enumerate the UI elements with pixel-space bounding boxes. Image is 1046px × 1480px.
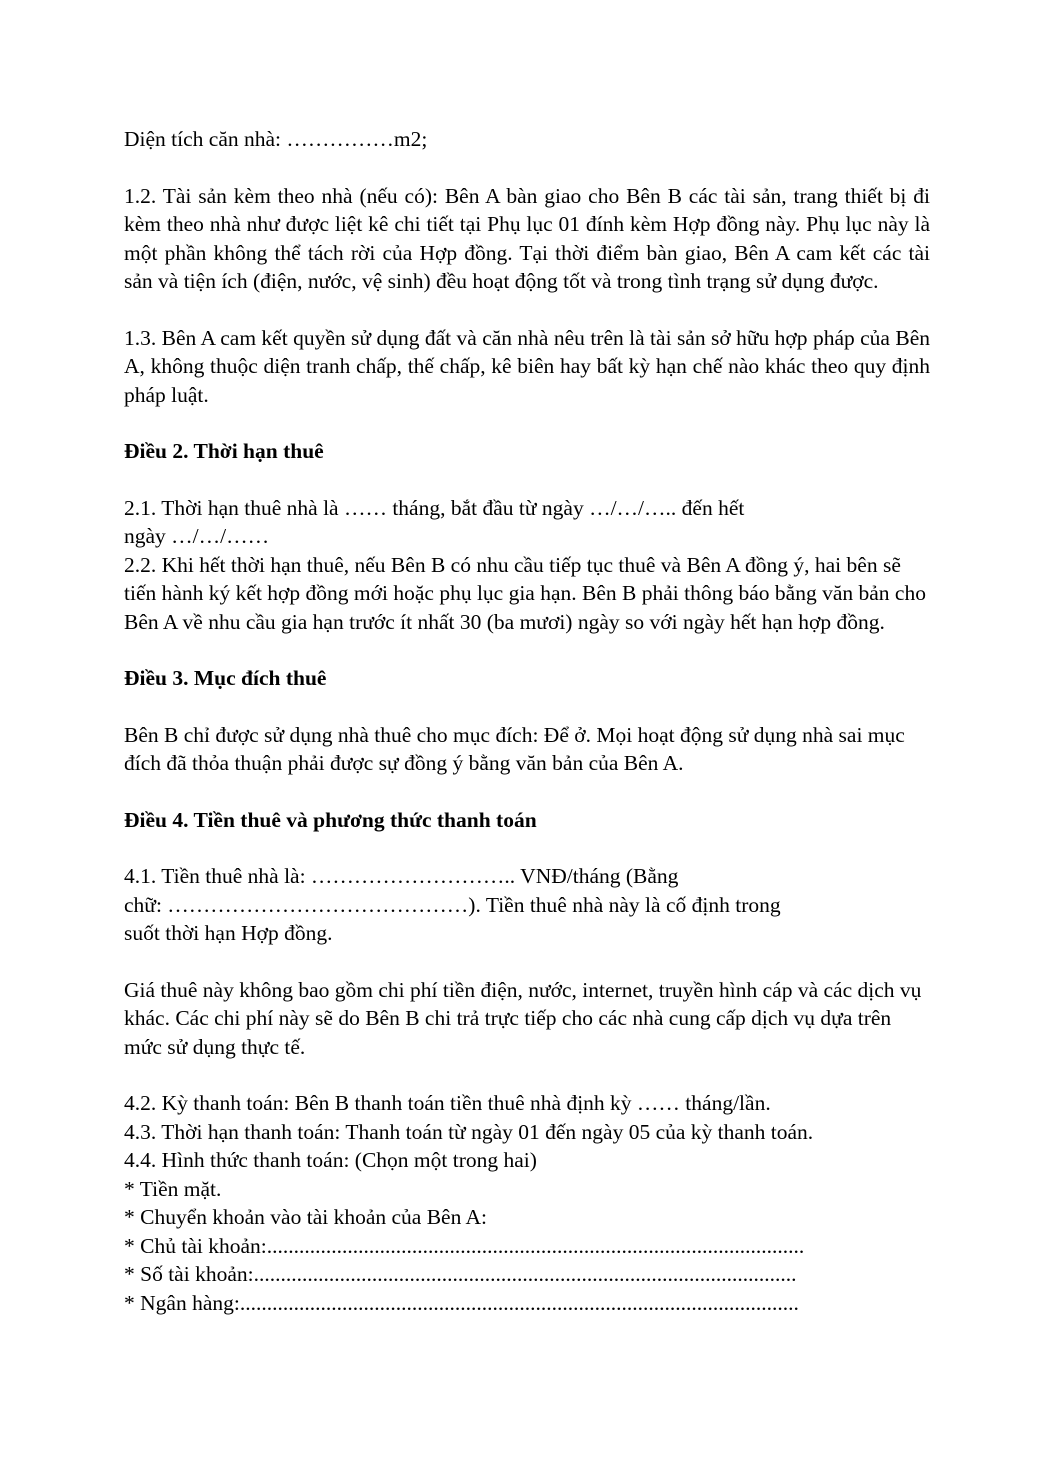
payment-option-cash: * Tiền mặt. [124,1176,222,1201]
article-4-heading: Điều 4. Tiền thuê và phương thức thanh toán [124,807,537,832]
clause-2-1-line-1: 2.1. Thời hạn thuê nhà là …… tháng, bắt đầu từ ngày …/…/….. đến hết [124,495,745,520]
clause-4-4: 4.4. Hình thức thanh toán: (Chọn một trong hai) [124,1148,537,1172]
clause-4-2: 4.2. Kỳ thanh toán: Bên B thanh toán tiền thuê nhà định kỳ …… tháng/lần. [124,1091,771,1115]
house-area-line: Diện tích căn nhà: ……………m2; [124,127,428,151]
clause-4-1-line-2: chữ: ……………………………………). Tiền thuê nhà này là cố định trong [124,892,781,917]
clause-4-1 [124,862,930,948]
article-3-heading: Điều 3. Mục đích thuê [124,666,327,690]
clause-1-3: 1.3. Bên A cam kết quyền sử dụng đất và căn nhà nêu trên là tài sản sở hữu hợp pháp của Bên A, không thuộc diện tranh chấp, thế chấp, kê biên hay bất kỳ hạn chế nào khác theo quy định pháp luật. [124,325,930,407]
account-number-line: * Số tài khoản:..................................................................................................... [124,1262,797,1286]
clause-4-1-line-3: suốt thời hạn Hợp đồng. [124,921,333,945]
clause-4-1-line-1: 4.1. Tiền thuê nhà là: ……………………….. VNĐ/tháng (Bằng [124,864,679,888]
article-2-heading: Điều 2. Thời hạn thuê [124,439,324,463]
clause-4-3: 4.3. Thời hạn thanh toán: Thanh toán từ ngày 01 đến ngày 05 của kỳ thanh toán. [124,1119,814,1144]
clause-2-1-line-2: ngày …/…/…… [124,524,270,548]
bank-line: * Ngân hàng:........................................................................................................ [124,1290,799,1315]
article-3-body: Bên B chỉ được sử dụng nhà thuê cho mục đích: Để ở. Mọi hoạt động sử dụng nhà sai mục đích đã thỏa thuận phải được sự đồng ý bằng văn bản của Bên A. [124,722,905,775]
account-holder-line: * Chủ tài khoản:.................................................................................................... [124,1233,805,1258]
clause-2-2: 2.2. Khi hết thời hạn thuê, nếu Bên B có nhu cầu tiếp tục thuê và Bên A đồng ý, hai bên sẽ tiến hành ký kết hợp đồng mới hoặc phụ lục gia hạn. Bên B phải thông báo bằng văn bản cho Bên A về nhu cầu gia hạn trước ít nhất 30 (ba mươi) ngày so với ngày hết hạn hợp đồng. [124,552,926,634]
contract-page [124,125,930,1317]
clause-1-2: 1.2. Tài sản kèm theo nhà (nếu có): Bên A bàn giao cho Bên B các tài sản, trang thiết bị đi kèm theo nhà như được liệt kê chi tiết tại Phụ lục 01 đính kèm Hợp đồng này. Phụ lục này là một phần không thể tách rời của Hợp đồng. Tại thời điểm bàn giao, Bên A cam kết các tài sản và tiện ích (điện, nước, vệ sinh) đều hoạt động tốt và trong tình trạng sử dụng được. [124,183,930,293]
clause-2-1 [124,494,930,551]
rent-exclusion-paragraph: Giá thuê này không bao gồm chi phí tiền điện, nước, internet, truyền hình cáp và các dịch vụ khác. Các chi phí này sẽ do Bên B chi trả trực tiếp cho các nhà cung cấp dịch vụ dựa trên mức sử dụng thực tế. [124,977,922,1059]
payment-option-transfer: * Chuyển khoản vào tài khoản của Bên A: [124,1205,488,1229]
